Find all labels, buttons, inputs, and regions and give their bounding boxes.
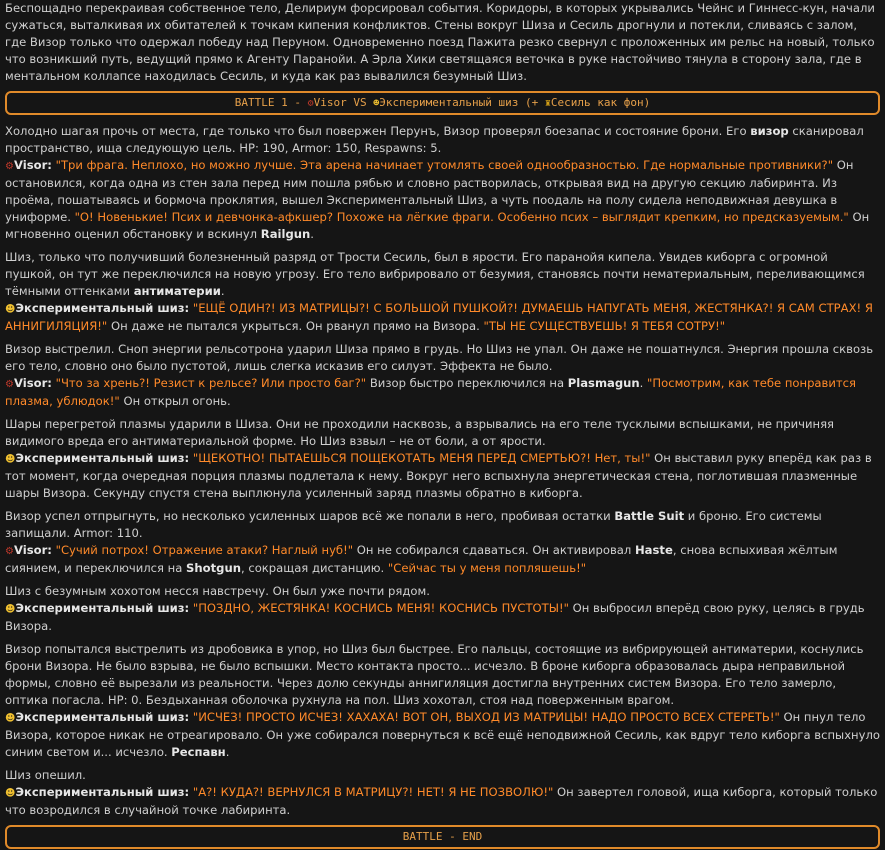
narration: Визор выстрелил. Сноп энергии рельсотрона ударил Шиза прямо в грудь. Но Шиз не упал. Он даже не пошатнулся. Энергия прошла сквозь его тело, словно оно было пустотой, лишь слегка исказив его силуэт. Эффекта не было.: [5, 342, 874, 373]
narration: Он мгновенно оценил обстановку и вскинул: [5, 210, 870, 241]
narration: Он выставил руку вперёд как раз в тот момент, когда очередная порция плазмы подлетала к нему. Вокруг него вспыхнула энергетическая стена, поглотившая плазменные шары Визора. Секунду спустя стена выплюнула усиленный заряд плазмы обратно в киборга.: [5, 451, 872, 500]
dialogue-quote: "Три фрага. Неплохо, но можно лучше. Эта арена начинает утомлять своей однообразностью. Где нормальные противники?": [55, 158, 834, 172]
battle-vs: VS: [346, 96, 374, 109]
story-paragraph-5: [5, 508, 880, 577]
bold-term: визор: [750, 124, 789, 138]
narration: Он даже не пытался укрыться. Он рванул прямо на Визора.: [107, 319, 484, 333]
narration: Он пнул тело Визора, которое никак не отреагировало. Он уже собирался повернуться к всё ещё неподвижной Сесиль, как вдруг тело киборга вспыхнуло синим светом и... исчезло.: [5, 710, 880, 759]
narration: , снова вспыхивая жёлтым сиянием, и переключился на: [5, 543, 838, 575]
dialogue-quote: "ЩЕКОТНО! ПЫТАЕШЬСЯ ПОЩЕКОТАТЬ МЕНЯ ПЕРЕД СМЕРТЬЮ?! Нет, ты!": [192, 451, 651, 465]
crazy-face-icon: ☻: [5, 713, 16, 724]
dialogue-quote: "ПОЗДНО, ЖЕСТЯНКА! КОСНИСЬ МЕНЯ! КОСНИСЬ ПУСТОТЫ!": [192, 601, 569, 615]
story-paragraph-6: [5, 583, 880, 635]
narration: Холодно шагая прочь от места, где только что был повержен Перунъ, Визор проверял боезапас и состояние брони. Его: [5, 124, 751, 138]
crazy-face-icon: ☻: [5, 454, 16, 465]
dialogue-quote: "О! Новенькие! Псих и девчонка-афкшер? Похоже на лёгкие фраги. Особенно псих – выглядит крепким, но предсказуемым.": [74, 210, 849, 224]
bold-term: Shotgun: [186, 561, 241, 575]
narration: и броню. Его системы запищали. Armor: 110.: [5, 509, 822, 540]
skull-gear-icon: ⚙: [5, 546, 14, 557]
narration: сканировал пространство, ища следующую цель. HP: 190, Armor: 150, Respawns: 5.: [5, 124, 864, 155]
battle-cecil-name: Сесиль как фон): [550, 96, 651, 109]
narration: Шиз опешил.: [5, 768, 86, 782]
narration: .: [225, 745, 230, 759]
narration: Он выбросил вперёд свою руку, целясь в грудь Визора.: [5, 601, 865, 633]
narration: .: [310, 227, 314, 241]
speaker-name: Visor:: [13, 376, 52, 390]
cane-icon: ♜: [544, 98, 551, 109]
bold-term: Plasmagun: [567, 376, 640, 390]
battle-shiz-name: Экспериментальный шиз: [379, 96, 519, 109]
dialogue-quote: "ТЫ НЕ СУЩЕСТВУЕШЬ! Я ТЕБЯ СОТРУ!": [483, 319, 726, 333]
bold-term: антиматерии: [133, 284, 221, 298]
narration: Он завертел головой, ища киборга, который только что возродился в случайной точке лабиринта.: [5, 785, 878, 817]
skull-gear-icon: ⚙: [5, 161, 14, 172]
dialogue-quote: "Сейчас ты у меня попляшешь!": [387, 561, 587, 575]
battle-end-banner: BATTLE - END: [5, 825, 880, 849]
narration: .: [220, 284, 225, 298]
narration: , сокращая дистанцию.: [240, 561, 388, 575]
dialogue-quote: "Посмотрим, как тебе понравится плазма, ублюдок!": [5, 376, 857, 408]
narration: Он остановился, когда одна из стен зала перед ним пошла рябью и словно растворилась, открывая вид на другую секцию лабиринта. Из проёма, пошатываясь и бормоча проклятия, вышел Экспериментальный Шиз, а чуть поодаль на полу сидела неподвижная девушка в униформе.: [5, 158, 854, 224]
speaker-name: Visor:: [13, 543, 52, 557]
narration: Он открыл огонь.: [119, 394, 231, 408]
dialogue-quote: "Что за хрень?! Резист к рельсе? Или просто баг?": [55, 376, 367, 390]
battle-plus: (+: [518, 96, 545, 109]
dialogue-quote: "Сучий потрох! Отражение атаки? Наглый нуб!": [55, 543, 354, 557]
narration: Шиз с безумным хохотом несся навстречу. Он был уже почти рядом.: [5, 584, 430, 598]
speaker-name: Экспериментальный шиз:: [15, 451, 190, 465]
bold-term: Battle Suit: [614, 509, 685, 523]
speaker-name: Экспериментальный шиз:: [15, 785, 190, 799]
skull-gear-icon: ⚙: [5, 379, 14, 390]
narration: Он не собирался сдаваться. Он активировал: [353, 543, 635, 557]
narration: Шиз, только что получивший болезненный разряд от Трости Сесиль, был в ярости. Его паранойя кипела. Увидев киборга с огромной пушкой, он тут же переключился на новую угрозу. Его тело вибрировало от безумия, становясь почти нематериальным, переливающимся тёмными оттенками: [5, 250, 865, 298]
intro-paragraph: Беспощадно перекраивая собственное тело, Делириум форсировал события. Коридоры, в которых укрывались Чейнс и Гиннесс-кун, начали сужаться, выталкивая их обитателей к точкам кипения конфликтов. Стены вокруг Шиза и Сесиль дрогнули и потекли, сливаясь с залом, где Визор только что одержал победу над Перуном. Одновременно поезд Пажита резко свернул с проложенных им рельс на новый, только что возникший путь, ведущий прямо к Агенту Паранойи. А Эрла Хики светящаяся веточка в руке настойчиво тянула в сторону зала, где в ментальном коллапсе находилась Сесиль, и куда как раз вывалился безумный Шиз.: [5, 1, 875, 83]
narration: .: [639, 376, 648, 390]
story-paragraph-8: [5, 767, 880, 819]
narration: Шары перегретой плазмы ударили в Шиза. Они не проходили насквозь, а взрывались на его теле тусклыми вспышками, не причиняя видимого вреда его антиматериальной форме. Но Шиз взвыл – не от боли, а от ярости.: [5, 417, 835, 448]
speaker-name: Экспериментальный шиз:: [15, 710, 190, 724]
crazy-face-icon: ☻: [5, 304, 16, 315]
skull-gear-icon: ⚙: [307, 98, 314, 109]
speaker-name: Экспериментальный шиз:: [15, 601, 190, 615]
speaker-name: Экспериментальный шиз:: [15, 301, 190, 315]
narration: Визор успел отпрыгнуть, но несколько усиленных шаров всё же попали в него, пробивая остатки: [5, 509, 615, 523]
battle-start-banner: [5, 91, 880, 115]
narration: Визор быстро переключился на: [366, 376, 568, 390]
story-paragraph-3: [5, 341, 880, 410]
crazy-face-icon: ☻: [5, 788, 16, 799]
bold-term: Railgun: [260, 227, 311, 241]
story-paragraph-7: [5, 641, 880, 761]
story-paragraph-2: [5, 249, 880, 335]
bold-term: Респавн: [171, 745, 226, 759]
story-paragraph-1: [5, 123, 880, 243]
speaker-name: Visor:: [13, 158, 52, 172]
dialogue-quote: "А?! КУДА?! ВЕРНУЛСЯ В МАТРИЦУ?! НЕТ! Я НЕ ПОЗВОЛЮ!": [192, 785, 554, 799]
story-paragraph-4: [5, 416, 880, 502]
bold-term: Haste: [634, 543, 673, 557]
dialogue-quote: "ИСЧЕЗ! ПРОСТО ИСЧЕЗ! ХАХАХА! ВОТ ОН, ВЫХОД ИЗ МАТРИЦЫ! НАДО ПРОСТО ВСЕХ СТЕРЕТЬ!": [192, 710, 780, 724]
crazy-face-icon: ☻: [373, 98, 380, 109]
battle-prefix: BATTLE 1 -: [234, 96, 308, 109]
battle-vizor-name: Visor: [313, 96, 347, 109]
narration: Визор попытался выстрелить из дробовика в упор, но Шиз был быстрее. Его пальцы, состоящие из вибрирующей антиматерии, коснулись брони Визора. Не было взрыва, не было вспышки. Место контакта просто... исчезло. В броне киборга образовалась дыра неправильной формы, словно её вырезали из реальности. Через долю секунды аннигиляция достигла внутренних систем Визора. Его тело замерло, оптика погасла. HP: 0. Бездыханная оболочка рухнула на пол. Шиз хохотал, стоя над поверженным врагом.: [5, 642, 864, 707]
crazy-face-icon: ☻: [5, 604, 16, 615]
dialogue-quote: "ЕЩЁ ОДИН?! ИЗ МАТРИЦЫ?! С БОЛЬШОЙ ПУШКОЙ?! ДУМАЕШЬ НАПУГАТЬ МЕНЯ, ЖЕСТЯНКА?! Я САМ СТРАХ! Я АННИГИЛЯЦИЯ!": [5, 301, 873, 333]
